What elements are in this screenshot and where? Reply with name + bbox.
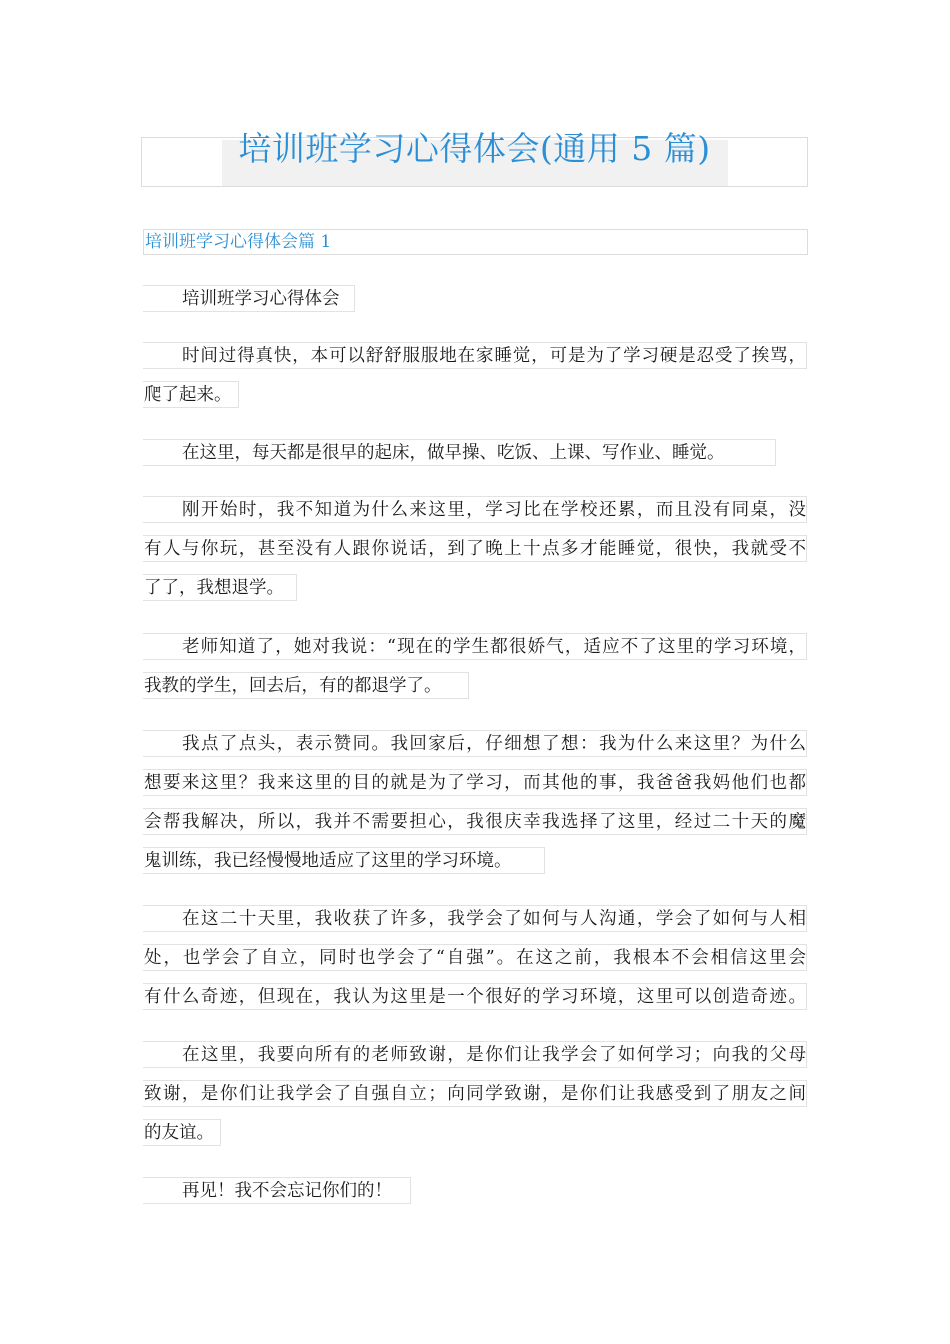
paragraph-line: 培训班学习心得体会 bbox=[143, 285, 355, 312]
paragraph-line: 会帮我解决，所以，我并不需要担心，我很庆幸我选择了这里，经过二十天的魔 bbox=[143, 808, 807, 835]
paragraph-line: 有人与你玩，甚至没有人跟你说话，到了晚上十点多才能睡觉，很快，我就受不 bbox=[143, 535, 807, 562]
paragraph-line: 有什么奇迹，但现在，我认为这里是一个很好的学习环境，这里可以创造奇迹。 bbox=[143, 983, 807, 1010]
paragraph-line: 在这二十天里，我收获了许多，我学会了如何与人沟通，学会了如何与人相 bbox=[143, 905, 807, 932]
paragraph-line: 致谢，是你们让我学会了自强自立；向同学致谢，是你们让我感受到了朋友之间 bbox=[143, 1080, 807, 1107]
paragraph-line: 爬了起来。 bbox=[143, 381, 239, 408]
paragraph-line: 想要来这里？我来这里的目的就是为了学习，而其他的事，我爸爸我妈他们也都 bbox=[143, 769, 807, 796]
paragraph-line: 老师知道了，她对我说：“现在的学生都很娇气，适应不了这里的学习环境， bbox=[143, 633, 807, 660]
paragraph-line: 我教的学生，回去后，有的都退学了。 bbox=[143, 672, 469, 699]
paragraph-line: 刚开始时，我不知道为什么来这里，学习比在学校还累，而且没有同桌，没 bbox=[143, 496, 807, 523]
paragraph-line: 了了，我想退学。 bbox=[143, 574, 297, 601]
paragraph-line: 在这里，我要向所有的老师致谢，是你们让我学会了如何学习；向我的父母 bbox=[143, 1041, 807, 1068]
paragraph-line: 处，也学会了自立，同时也学会了“自强”。在这之前，我根本不会相信这里会 bbox=[143, 944, 807, 971]
paragraph-line: 再见！我不会忘记你们的！ bbox=[143, 1177, 411, 1204]
paragraph-line: 时间过得真快，本可以舒舒服服地在家睡觉，可是为了学习硬是忍受了挨骂， bbox=[143, 342, 807, 369]
document-title: 培训班学习心得体会(通用 5 篇) bbox=[238, 129, 711, 168]
paragraph-line: 的友谊。 bbox=[143, 1119, 221, 1146]
paragraph-line: 我点了点头，表示赞同。我回家后，仔细想了想：我为什么来这里？为什么 bbox=[143, 730, 807, 757]
section-heading: 培训班学习心得体会篇 1 bbox=[143, 229, 808, 255]
paragraph-line: 鬼训练，我已经慢慢地适应了这里的学习环境。 bbox=[143, 847, 545, 874]
paragraph-line: 在这里，每天都是很早的起床，做早操、吃饭、上课、写作业、睡觉。 bbox=[143, 439, 776, 466]
